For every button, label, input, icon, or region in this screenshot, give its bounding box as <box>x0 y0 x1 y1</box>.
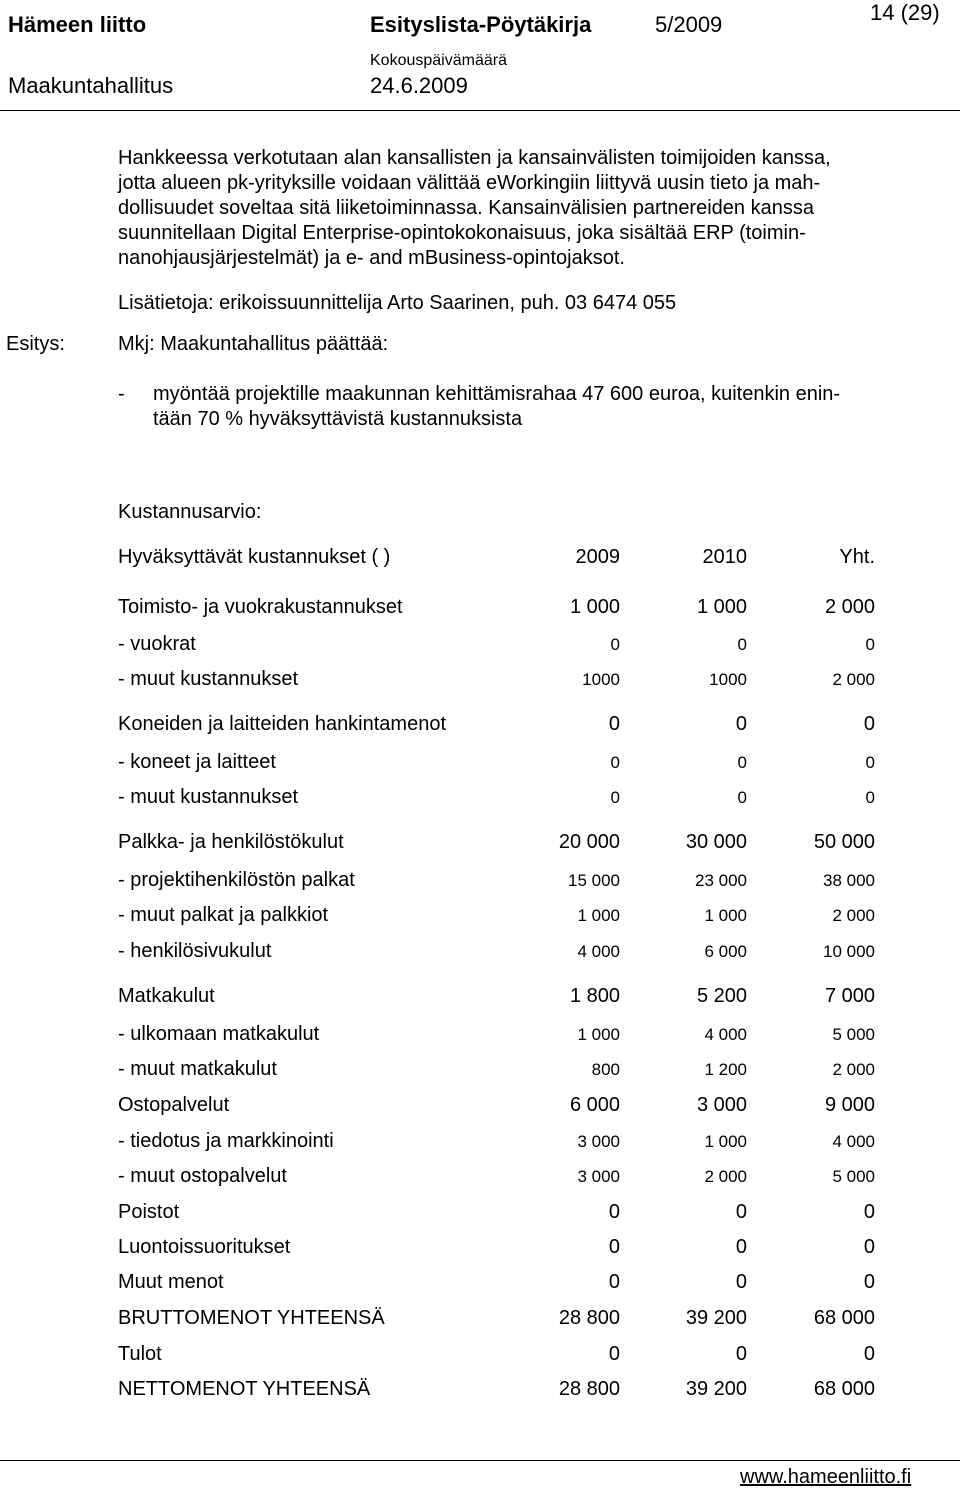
row-value-c1: 28 800 <box>558 1378 620 1400</box>
row-label: - koneet ja laitteet <box>118 751 276 773</box>
footer-divider <box>0 1460 960 1461</box>
row-value-c3: 2 000 <box>832 1060 875 1079</box>
proposal-text: Mkj: Maakuntahallitus päättää: <box>118 333 389 355</box>
row-value-c1: 28 800 <box>558 1307 620 1329</box>
row-value-c3: 68 000 <box>813 1378 875 1400</box>
row-value-c1: 0 <box>608 1236 620 1258</box>
row-value-c3: 0 <box>863 713 875 735</box>
table-row <box>118 904 878 934</box>
row-label: - muut ostopalvelut <box>118 1165 287 1187</box>
bullet-text-line: tään 70 % hyväksyttävistä kustannuksista <box>153 408 523 430</box>
intro-line: suunnitellaan Digital Enterprise-opintokokonaisuus, joka sisältää ERP (toimin- <box>118 222 806 244</box>
row-value-c3: 5 000 <box>832 1025 875 1044</box>
row-label: - muut matkakulut <box>118 1058 277 1080</box>
budget-header-row <box>118 546 878 576</box>
row-value-c2: 0 <box>737 753 747 772</box>
row-value-c2: 1 000 <box>704 906 747 925</box>
table-row <box>118 751 878 781</box>
row-value-c3: 0 <box>863 1201 875 1223</box>
row-value-c1: 1000 <box>582 670 620 689</box>
table-row <box>118 1023 878 1053</box>
row-value-c1: 1 800 <box>569 985 620 1007</box>
contact-info: Lisätietoja: erikoissuunnittelija Arto Saarinen, puh. 03 6474 055 <box>118 292 677 314</box>
row-value-c2: 1 200 <box>704 1060 747 1079</box>
budget-header-2009: 2009 <box>575 546 620 568</box>
header-divider <box>0 110 960 111</box>
row-value-c3: 0 <box>863 1236 875 1258</box>
date-label: Kokouspäivämäärä <box>370 52 507 69</box>
row-value-c2: 0 <box>735 713 747 735</box>
row-label: - vuokrat <box>118 633 196 655</box>
table-row <box>118 1343 878 1373</box>
budget-header-2010: 2010 <box>702 546 747 568</box>
row-value-c2: 2 000 <box>704 1167 747 1186</box>
row-value-c2: 1 000 <box>704 1132 747 1151</box>
row-value-c2: 0 <box>735 1343 747 1365</box>
row-value-c1: 0 <box>610 788 620 807</box>
intro-line: Hankkeessa verkotutaan alan kansallisten ja kansainvälisten toimijoiden kanssa, <box>118 147 831 169</box>
row-label: BRUTTOMENOT YHTEENSÄ <box>118 1307 385 1329</box>
row-label: - projektihenkilöstön palkat <box>118 869 355 891</box>
row-label: - muut palkat ja palkkiot <box>118 904 329 926</box>
budget-header-label: Hyväksyttävät kustannukset ( ) <box>118 546 391 568</box>
row-value-c2: 1 000 <box>696 596 747 618</box>
row-value-c3: 0 <box>863 1271 875 1293</box>
intro-line: dollisuudet soveltaa sitä liiketoiminnassa. Kansainvälisien partnereiden kanssa <box>118 197 814 219</box>
table-row <box>118 869 878 899</box>
row-value-c2: 5 200 <box>696 985 747 1007</box>
row-value-c2: 39 200 <box>685 1378 747 1400</box>
row-value-c1: 0 <box>608 1343 620 1365</box>
row-value-c2: 1000 <box>709 670 747 689</box>
row-value-c1: 1 000 <box>577 1025 620 1044</box>
row-value-c2: 0 <box>737 788 747 807</box>
row-label: Muut menot <box>118 1271 224 1293</box>
bullet-text-line: myöntää projektille maakunnan kehittämisrahaa 47 600 euroa, kuitenkin enin- <box>153 383 841 405</box>
row-value-c1: 0 <box>608 1271 620 1293</box>
row-value-c2: 30 000 <box>685 831 747 853</box>
document-number: 5/2009 <box>655 12 723 37</box>
row-value-c1: 1 000 <box>569 596 620 618</box>
row-value-c2: 6 000 <box>704 942 747 961</box>
table-row <box>118 1378 878 1408</box>
row-value-c1: 20 000 <box>558 831 620 853</box>
budget-header-total: Yht. <box>839 546 875 568</box>
document-type: Esityslista-Pöytäkirja <box>370 12 592 37</box>
row-value-c1: 1 000 <box>577 906 620 925</box>
row-value-c2: 0 <box>737 635 747 654</box>
row-value-c2: 23 000 <box>695 871 747 890</box>
budget-title: Kustannusarvio: <box>118 501 262 523</box>
row-value-c3: 7 000 <box>824 985 875 1007</box>
row-label: - ulkomaan matkakulut <box>118 1023 320 1045</box>
row-label: NETTOMENOT YHTEENSÄ <box>118 1378 371 1400</box>
row-value-c3: 0 <box>865 635 875 654</box>
row-value-c3: 0 <box>863 1343 875 1365</box>
row-label: Tulot <box>118 1343 162 1365</box>
intro-line: nanohjausjärjestelmät) ja e- and mBusiness-opintojaksot. <box>118 247 625 269</box>
table-row <box>118 1236 878 1266</box>
table-row <box>118 633 878 663</box>
row-value-c1: 4 000 <box>577 942 620 961</box>
row-value-c3: 2 000 <box>832 670 875 689</box>
row-value-c3: 10 000 <box>823 942 875 961</box>
meeting-date: 24.6.2009 <box>370 73 468 98</box>
row-value-c2: 39 200 <box>685 1307 747 1329</box>
row-value-c3: 68 000 <box>813 1307 875 1329</box>
row-value-c1: 0 <box>608 1201 620 1223</box>
row-value-c3: 9 000 <box>824 1094 875 1116</box>
row-label: Palkka- ja henkilöstökulut <box>118 831 344 853</box>
table-row <box>118 596 878 626</box>
row-label: Luontoissuoritukset <box>118 1236 291 1258</box>
row-label: Ostopalvelut <box>118 1094 230 1116</box>
page-number: 14 (29) <box>870 0 940 25</box>
row-label: - muut kustannukset <box>118 786 299 808</box>
row-value-c2: 0 <box>735 1271 747 1293</box>
row-value-c1: 0 <box>610 753 620 772</box>
website-link[interactable]: www.hameenliitto.fi <box>740 1466 912 1488</box>
row-value-c3: 38 000 <box>823 871 875 890</box>
row-value-c3: 0 <box>865 753 875 772</box>
table-row <box>118 786 878 816</box>
row-label: - henkilösivukulut <box>118 940 272 962</box>
row-value-c3: 2 000 <box>824 596 875 618</box>
row-value-c3: 4 000 <box>832 1132 875 1151</box>
proposal-label: Esitys: <box>6 333 65 355</box>
row-value-c1: 0 <box>608 713 620 735</box>
row-value-c2: 4 000 <box>704 1025 747 1044</box>
row-label: - muut kustannukset <box>118 668 299 690</box>
intro-line: jotta alueen pk-yrityksille voidaan välittää eWorkingiin liittyvä uusin tieto ja mah- <box>118 172 821 194</box>
row-value-c1: 0 <box>610 635 620 654</box>
row-label: Koneiden ja laitteiden hankintamenot <box>118 713 447 735</box>
row-label: - tiedotus ja markkinointi <box>118 1130 334 1152</box>
table-row <box>118 713 878 743</box>
table-row <box>118 1094 878 1124</box>
row-value-c2: 3 000 <box>696 1094 747 1116</box>
table-row <box>118 1271 878 1301</box>
table-row <box>118 1307 878 1337</box>
row-value-c1: 6 000 <box>569 1094 620 1116</box>
table-row <box>118 1165 878 1195</box>
row-value-c1: 15 000 <box>568 871 620 890</box>
row-value-c3: 0 <box>865 788 875 807</box>
bullet-dash: - <box>118 383 125 405</box>
table-row <box>118 1058 878 1088</box>
row-value-c1: 800 <box>591 1060 620 1079</box>
table-row <box>118 831 878 861</box>
row-label: Toimisto- ja vuokrakustannukset <box>118 596 403 618</box>
table-row <box>118 1130 878 1160</box>
row-label: Matkakulut <box>118 985 215 1007</box>
row-value-c3: 50 000 <box>813 831 875 853</box>
table-row <box>118 668 878 698</box>
row-value-c3: 2 000 <box>832 906 875 925</box>
table-row <box>118 940 878 970</box>
row-value-c2: 0 <box>735 1201 747 1223</box>
row-value-c2: 0 <box>735 1236 747 1258</box>
body-name: Maakuntahallitus <box>8 73 174 98</box>
row-value-c1: 3 000 <box>577 1132 620 1151</box>
table-row <box>118 1201 878 1231</box>
row-value-c3: 5 000 <box>832 1167 875 1186</box>
row-value-c1: 3 000 <box>577 1167 620 1186</box>
org-name: Hämeen liitto <box>8 12 147 37</box>
row-label: Poistot <box>118 1201 180 1223</box>
table-row <box>118 985 878 1015</box>
